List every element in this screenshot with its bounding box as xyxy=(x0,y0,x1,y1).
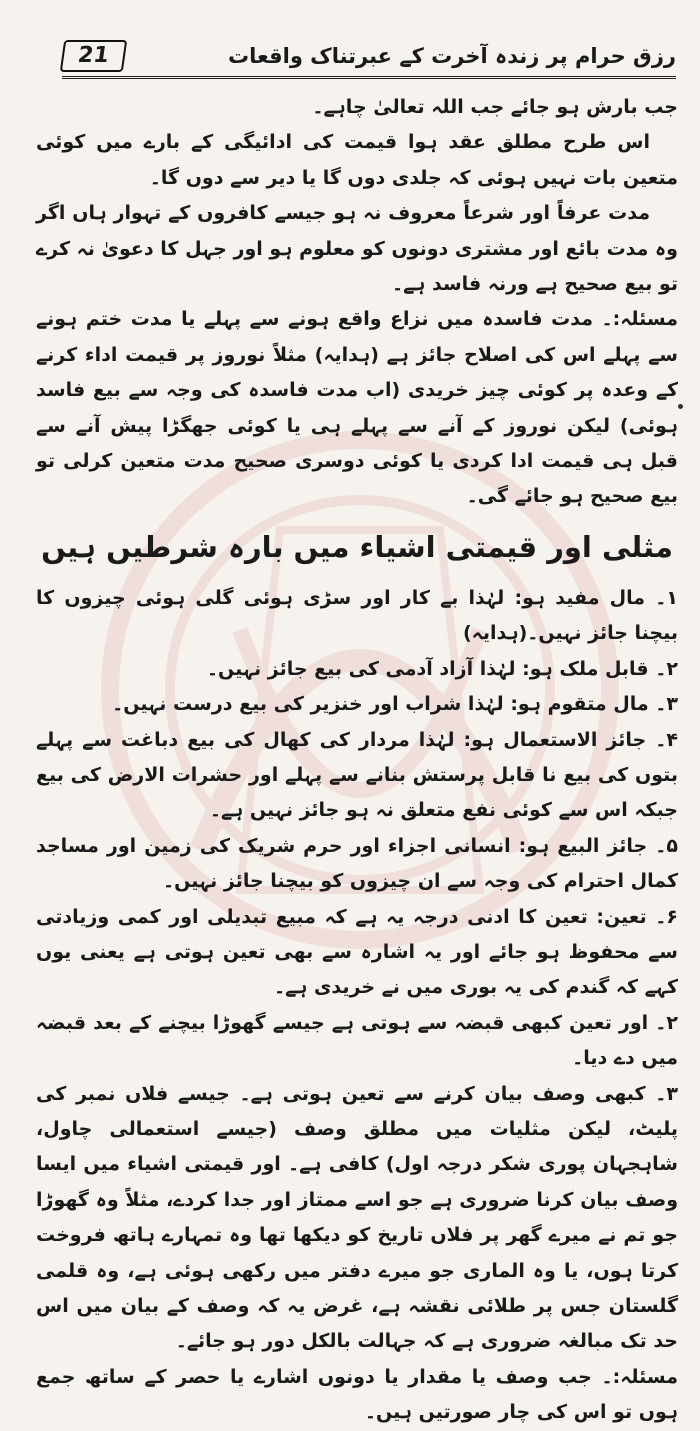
condition-term: قابل ملک ہو: xyxy=(522,657,649,680)
condition-text: لہٰذا مردار کی کھال کی بیع دباغت سے پہلے بتوں کی بیع نا قابل پرستش بنانے سے پہلے اور حشرات الارض کی بیع جبکہ اس سے کوئی نفع متعلق نہ ہو جائز نہیں ہے۔ xyxy=(36,728,678,822)
condition-number: ۳۔ xyxy=(655,693,678,716)
condition-text: انسانی اجزاء اور حرم شریک کی زمین اور مساجد کمال احترام کی وجہ سے ان چیزوں کو بیچنا جائز نہیں۔ xyxy=(36,834,678,893)
condition-5 xyxy=(36,829,678,900)
condition-number: ۶۔ xyxy=(655,905,679,928)
paragraph-2: اس طرح مطلق عقد ہوا قیمت کی ادائیگی کے بارے میں کوئی متعین بات نہیں ہوئی کہ جلدی دوں گا یا دیر سے دوں گا۔ xyxy=(36,131,678,189)
sub-point-2: ۲۔ اور تعین کبھی قبضہ سے ہوتی ہے جیسے گھوڑا بیچنے کے بعد قبضہ میں دے دیا۔ xyxy=(36,1011,678,1070)
condition-4 xyxy=(36,723,678,829)
condition-number: ۵۔ xyxy=(655,834,678,857)
margin-dot xyxy=(678,404,683,409)
masala-1 xyxy=(36,302,678,514)
condition-text: تعین کا ادنی درجہ یہ ہے کہ مبیع تبدیلی اور کمی وزیادتی سے محفوظ ہو جائے اور یہ اشارہ سے بھی تعین ہوتی ہے یعنی یوں کہے کہ گندم کی یہ بوری میں نے خریدی ہے۔ xyxy=(36,905,678,999)
page-header xyxy=(62,36,676,79)
condition-6 xyxy=(36,900,678,1006)
condition-term: مال مفید ہو: xyxy=(514,586,646,609)
condition-text: لہٰذا شراب اور خنزیر کی بیع درست نہیں۔ xyxy=(112,693,504,716)
condition-number: ۴۔ xyxy=(655,728,678,751)
running-title: رزق حرام پر زندہ آخرت کے عبرتناک واقعات xyxy=(228,44,676,68)
paragraph-3: مدت عرفاً اور شرعاً معروف نہ ہو جیسے کافروں کے تہوار ہاں اگر وہ مدت بائع اور مشتری دونوں کو معلوم ہو اور جہل کا دعویٰ نہ کرے تو بیع صحیح ہے ورنہ فاسد ہے۔ xyxy=(36,202,678,296)
page-number: 21 xyxy=(60,40,127,72)
paragraph-1: جب بارش ہو جائے جب اللہ تعالیٰ چاہے۔ xyxy=(312,96,678,118)
masala-2-label: مسئلہ:۔ xyxy=(601,1365,678,1388)
condition-1 xyxy=(36,581,678,652)
condition-number: ۱۔ xyxy=(655,586,678,609)
condition-term: مال متقوم ہو: xyxy=(510,693,649,716)
masala-1-label: مسئلہ:۔ xyxy=(601,308,678,331)
page-body xyxy=(36,90,679,1424)
condition-3 xyxy=(36,687,678,722)
section-heading: مثلی اور قیمتی اشیاء میں بارہ شرطیں ہیں xyxy=(41,529,673,564)
condition-number: ۲۔ xyxy=(655,657,678,680)
masala-2-text: جب وصف یا مقدار یا دونوں اشارے یا حصر کے ساتھ جمع ہوں تو اس کی چار صورتیں ہیں۔ xyxy=(36,1365,678,1424)
condition-term: جائز البیع ہو: xyxy=(518,834,648,857)
condition-text: لہٰذا آزاد آدمی کی بیع جائز نہیں۔ xyxy=(206,657,516,680)
masala-1-text: مدت فاسدہ میں نزاع واقع ہونے سے پہلے یا مدت ختم ہونے سے پہلے اس کی اصلاح جائز ہے (ہدایہ) مثلاً نوروز پر قیمت اداء کرنے کے وعدہ پر کوئی چیز خریدی (اب مدت فاسدہ کی وجہ سے بیع فاسد ہوئی) لیکن نوروز کے آنے سے پہلے ہی یا کوئی جھگڑا پیش آنے سے قبل ہی قیمت ادا کردی یا کوئی دوسری صحیح مدت متعین کرلی تو بیع صحیح ہو جائے گی۔ xyxy=(36,308,678,508)
condition-term: جائز الاستعمال ہو: xyxy=(463,728,647,751)
condition-2 xyxy=(36,652,678,687)
condition-text: لہٰذا بے کار اور سڑی ہوئی گلی ہوئی چیزوں کا بیچنا جائز نہیں۔(ہدایہ) xyxy=(36,586,678,645)
sub-point-3: ۳۔ کبھی وصف بیان کرنے سے تعین ہوتی ہے۔ جیسے فلاں نمبر کی پلیٹ، لیکن مثلیات میں مطلق وصف (جیسے استعمالی چاول، شاہجہان پوری شکر درجہ اول) کافی ہے۔ اور قیمتی اشیاء میں ایسا وصف بیان کرنا ضروری ہے جو اسے ممتاز اور جدا کردے، مثلاً وہ گھوڑا جو تم نے میرے گھر پر فلاں تاریخ کو دیکھا تھا وہ تمہارے ہاتھ فروخت کرتا ہوں، یا وہ الماری جو میرے دفتر میں رکھی ہوئی ہے، وہ قلمی گلستان جس پر طلائی نقشہ ہے، غرض یہ کہ وصف کے بیان میں اس حد تک مبالغہ ضروری ہے کہ جہالت بالکل دور ہو جائے۔ xyxy=(36,1082,678,1353)
masala-2 xyxy=(36,1360,678,1431)
condition-term: تعین: xyxy=(596,905,647,928)
